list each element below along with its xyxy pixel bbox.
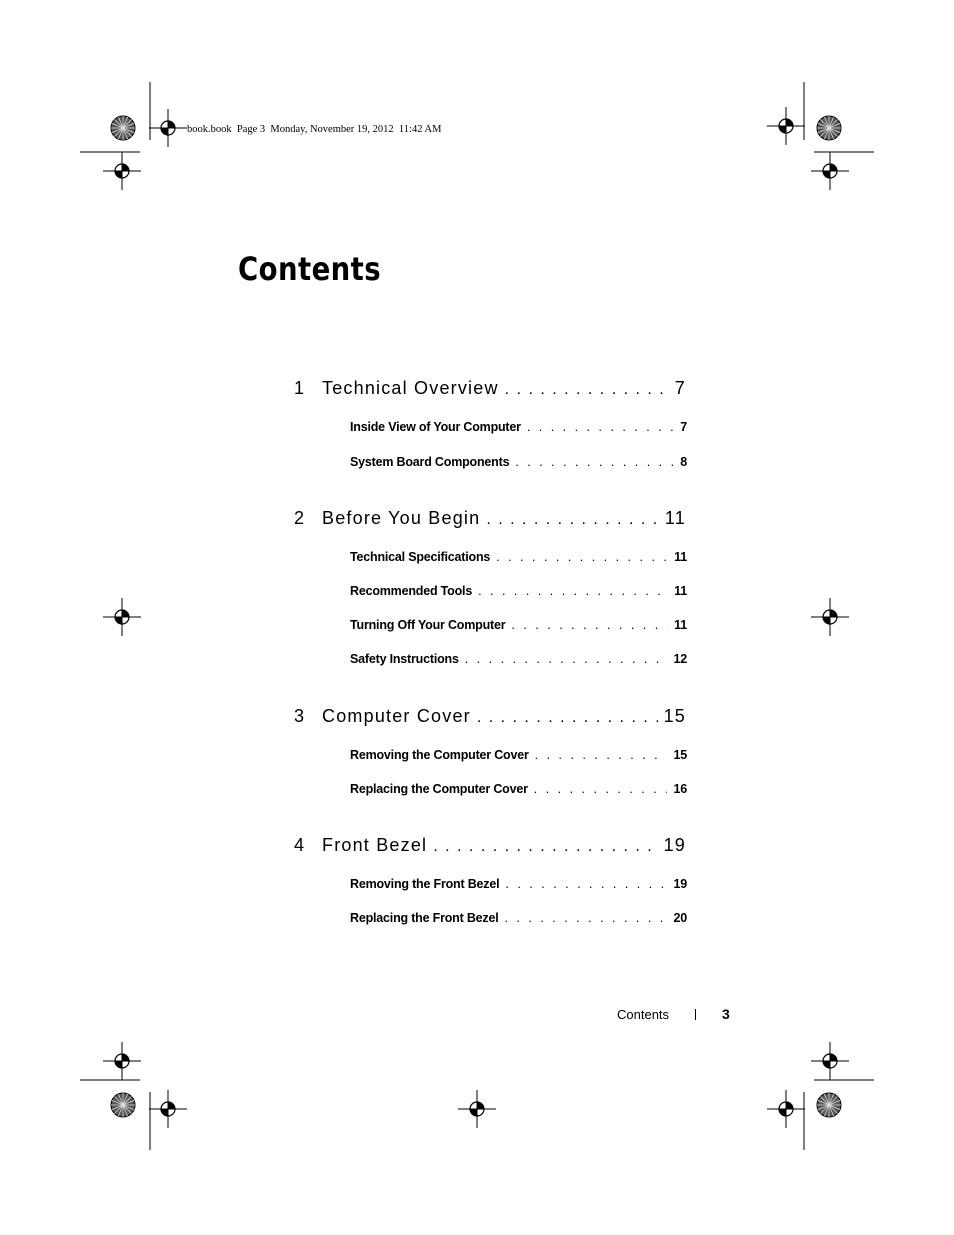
section-title: Removing the Front Bezel xyxy=(350,877,500,891)
toc-section[interactable] xyxy=(350,420,687,434)
section-title: Turning Off Your Computer xyxy=(350,618,506,632)
page-footer xyxy=(617,1006,730,1022)
chapter-page: 19 xyxy=(663,835,686,855)
dot-leader xyxy=(535,748,668,762)
toc-section[interactable] xyxy=(350,584,687,598)
chapter-page: 15 xyxy=(663,706,686,726)
chapter-number: 1 xyxy=(294,378,306,398)
section-title: Recommended Tools xyxy=(350,584,473,598)
dot-leader xyxy=(534,782,668,796)
page-number: 3 xyxy=(722,1006,730,1022)
dot-leader xyxy=(515,455,674,469)
section-title: Replacing the Front Bezel xyxy=(350,911,499,925)
section-page: 11 xyxy=(674,550,687,564)
section-page: 15 xyxy=(673,748,687,762)
chapter-title: Front Bezel xyxy=(322,835,428,855)
dot-leader xyxy=(505,877,667,891)
dot-leader xyxy=(465,652,668,666)
dot-leader xyxy=(511,618,668,632)
section-title: Safety Instructions xyxy=(350,652,459,666)
page-title: Contents xyxy=(238,250,382,288)
section-page: 20 xyxy=(673,911,687,925)
toc-section[interactable] xyxy=(350,618,687,632)
dot-leader xyxy=(478,584,668,598)
chapter-number: 3 xyxy=(294,706,306,726)
chapter-page: 7 xyxy=(674,378,686,398)
section-page: 12 xyxy=(673,652,687,666)
section-title: System Board Components xyxy=(350,455,510,469)
section-page: 11 xyxy=(674,618,687,632)
section-page: 8 xyxy=(680,455,687,469)
dot-leader xyxy=(433,838,657,856)
dot-leader xyxy=(496,550,668,564)
print-slug: book.book Page 3 Monday, November 19, 2012 11:42 AM xyxy=(187,124,442,135)
dot-leader xyxy=(527,420,674,434)
chapter-title: Computer Cover xyxy=(322,706,471,726)
dot-leader xyxy=(505,911,668,925)
footer-divider xyxy=(695,1009,696,1020)
toc-chapter-3[interactable] xyxy=(294,706,686,727)
chapter-number: 2 xyxy=(294,508,306,528)
section-page: 19 xyxy=(673,877,687,891)
chapter-title: Before You Begin xyxy=(322,508,481,528)
chapter-number: 4 xyxy=(294,835,306,855)
toc-chapter-1[interactable] xyxy=(294,378,686,399)
section-page: 7 xyxy=(680,420,687,434)
chapter-page: 11 xyxy=(664,508,686,528)
toc-section[interactable] xyxy=(350,652,687,666)
toc-section[interactable] xyxy=(350,455,687,469)
toc-section[interactable] xyxy=(350,782,687,796)
toc-section[interactable] xyxy=(350,911,687,925)
dot-leader xyxy=(505,381,669,399)
toc-section[interactable] xyxy=(350,877,687,891)
section-title: Inside View of Your Computer xyxy=(350,420,521,434)
section-title: Removing the Computer Cover xyxy=(350,748,529,762)
toc-section[interactable] xyxy=(350,748,687,762)
toc-section[interactable] xyxy=(350,550,687,564)
section-page: 16 xyxy=(673,782,687,796)
dot-leader xyxy=(477,709,658,727)
section-page: 11 xyxy=(674,584,687,598)
dot-leader xyxy=(486,511,659,529)
toc-chapter-2[interactable] xyxy=(294,508,686,529)
section-title: Replacing the Computer Cover xyxy=(350,782,528,796)
section-title: Technical Specifications xyxy=(350,550,491,564)
toc-chapter-4[interactable] xyxy=(294,835,686,856)
footer-label: Contents xyxy=(617,1006,670,1022)
chapter-title: Technical Overview xyxy=(322,378,499,398)
